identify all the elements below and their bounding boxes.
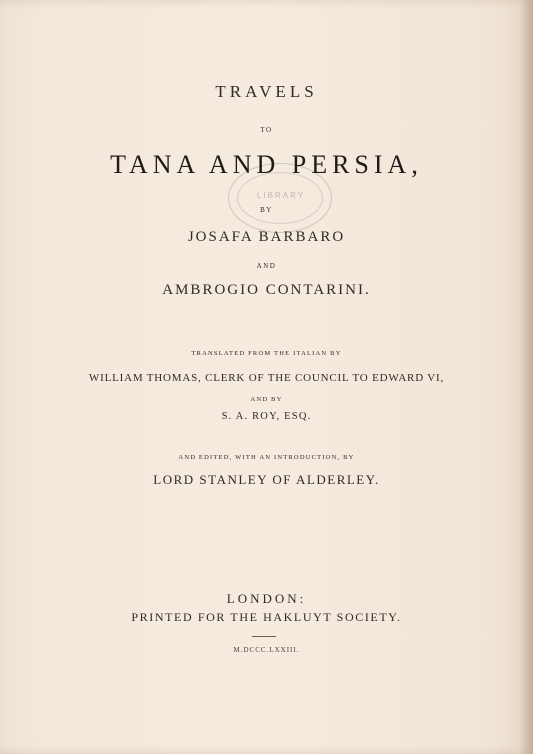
imprint-rule [252, 636, 276, 637]
word-to: TO [260, 126, 273, 134]
translator-william-thomas: WILLIAM THOMAS, CLERK OF THE COUNCIL TO EDWARD VI, [88, 372, 445, 384]
translator-roy: S. A. ROY, ESQ. [221, 411, 312, 422]
editor-stanley: LORD STANLEY OF ALDERLEY. [153, 472, 380, 487]
library-stamp-label: LIBRARY [256, 191, 306, 200]
edited-by-line: AND EDITED, WITH AN INTRODUCTION, BY [178, 454, 355, 461]
heading-travels: TRAVELS [215, 82, 318, 101]
imprint-place: LONDON: [226, 591, 307, 606]
author-barbaro: JOSAFA BARBARO [187, 229, 346, 245]
main-title: TANA AND PERSIA, [110, 150, 423, 179]
translated-from-line: TRANSLATED FROM THE ITALIAN BY [191, 350, 342, 357]
word-and: AND [256, 262, 277, 270]
author-contarini: AMBROGIO CONTARINI. [162, 282, 371, 298]
imprint-year: M.DCCC.LXXIII. [233, 646, 300, 654]
imprint-printer: PRINTED FOR THE HAKLUYT SOCIETY. [131, 610, 402, 624]
and-by-line: AND BY [250, 396, 283, 403]
word-by: BY [260, 206, 273, 214]
